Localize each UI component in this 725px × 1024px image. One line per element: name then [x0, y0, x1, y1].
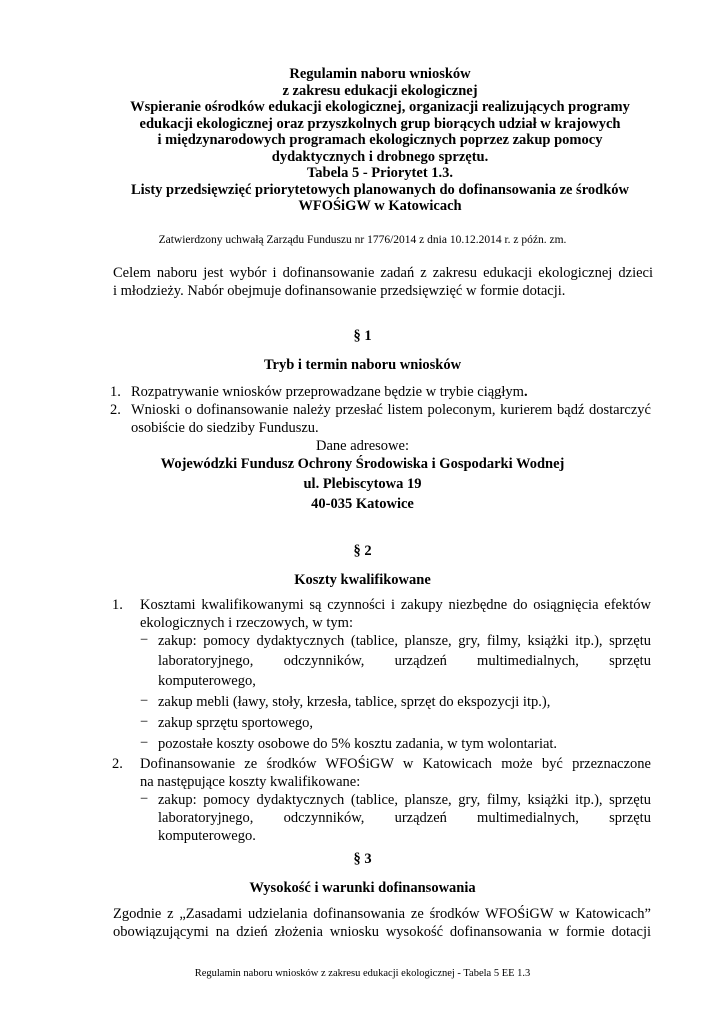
bullet-1-line-1: zakup: pomocy dydaktycznych (tablice, plansze, gry, filmy, książki itp.), sprzętu [158, 633, 651, 649]
dash-bullet: − [140, 632, 149, 648]
intro-line-2: i młodzieży. Nabór obejmuje dofinansowanie przedsięwzięć w formie dotacji. [113, 283, 566, 299]
item-text: Rozpatrywanie wniosków przeprowadzane będzie w trybie ciągłym [131, 384, 524, 400]
section-3-mark: § 3 [353, 851, 372, 867]
bullet-2: zakup mebli (ławy, stoły, krzesła, tablice, sprzęt do ekspozycji itp.), [158, 694, 551, 710]
section-3-title: Wysokość i warunki dofinansowania [249, 880, 476, 896]
word: sprzętu [609, 653, 651, 669]
section-1-item-2-line-1: Wnioski o dofinansowanie należy przesłać listem poleconym, kurierem bądź dostarczyć [131, 402, 651, 418]
header-line: Regulamin naboru wniosków [289, 66, 471, 82]
address-name: Wojewódzki Fundusz Ochrony Środowiska i Gospodarki Wodnej [160, 456, 565, 472]
approval-note: Zatwierdzony uchwałą Zarządu Funduszu nr 1776/2014 z dnia 10.12.2014 r. z późn. zm. [158, 234, 567, 246]
section-2-title: Koszty kwalifikowane [294, 572, 431, 588]
document-header [100, 66, 660, 215]
dash-bullet: − [140, 693, 149, 709]
page-footer: Regulamin naboru wniosków z zakresu edukacji ekologicznej - Tabela 5 EE 1.3 [194, 968, 531, 979]
bullet-1-line-2 [158, 652, 651, 670]
header-line: dydaktycznych i drobnego sprzętu. [271, 148, 489, 165]
header-line: Tabela 5 - Priorytet 1.3. [306, 165, 454, 181]
section-2-mark: § 2 [353, 543, 372, 559]
word: odczynników, [283, 810, 365, 826]
word: sprzętu [609, 810, 651, 826]
header-line: WFOŚiGW w Katowicach [298, 198, 462, 214]
list-number: 1. [112, 597, 123, 613]
header-line: z zakresu edukacji ekologicznej [282, 82, 478, 99]
bullet-1-line-3: komputerowego, [158, 673, 256, 689]
bullet-5-line-3: komputerowego. [158, 828, 256, 844]
header-line: edukacji ekologicznej oraz przyszkolnych grup biorących udział w krajowych [139, 115, 621, 132]
header-line: Wspieranie ośrodków edukacji ekologicznej, organizacji realizujących programy [130, 99, 630, 115]
bullet-4: pozostałe koszty osobowe do 5% kosztu zadania, w tym wolontariat. [158, 736, 558, 752]
section-3-line-1: Zgodnie z „Zasadami udzielania dofinansowania ze środków WFOŚiGW w Katowicach” [113, 906, 651, 922]
word: laboratoryjnego, [158, 810, 254, 826]
section-1-mark: § 1 [353, 328, 372, 344]
section-1-item-1 [131, 383, 528, 401]
item-end: . [523, 384, 528, 400]
section-1-item-2-line-2: osobiście do siedziby Funduszu. [131, 420, 319, 436]
address-label: Dane adresowe: [316, 438, 409, 454]
bullet-5-line-1: zakup: pomocy dydaktycznych (tablice, plansze, gry, filmy, książki itp.), sprzętu [158, 792, 651, 808]
header-line: i międzynarodowych programach ekologicznych poprzez zakup pomocy [157, 132, 603, 148]
section-2-item-1-line-2: ekologicznych i rzeczowych, w tym: [140, 615, 353, 631]
word: laboratoryjnego, [158, 653, 254, 669]
address-city: 40-035 Katowice [311, 496, 414, 512]
word: odczynników, [283, 653, 365, 669]
word: multimedialnych, [477, 653, 579, 669]
list-number: 2. [112, 756, 123, 772]
header-line: Listy przedsięwzięć priorytetowych planowanych do dofinansowania ze środków [131, 181, 629, 198]
dash-bullet: − [140, 735, 149, 751]
word: urządzeń [394, 653, 447, 669]
word: urządzeń [394, 810, 447, 826]
section-2-item-2-line-1: Dofinansowanie ze środków WFOŚiGW w Katowicach może być przeznaczone [140, 756, 651, 772]
dash-bullet: − [140, 714, 149, 730]
bullet-5-line-2 [158, 809, 651, 827]
intro-line-1: Celem naboru jest wybór i dofinansowanie zadań z zakresu edukacji ekologicznej dzieci [113, 265, 653, 281]
section-1-title: Tryb i termin naboru wniosków [263, 357, 462, 373]
address-street: ul. Plebiscytowa 19 [303, 476, 422, 492]
section-2-item-2-line-2: na następujące koszty kwalifikowane: [140, 774, 361, 790]
dash-bullet: − [140, 791, 149, 807]
word: multimedialnych, [477, 810, 579, 826]
section-3-line-2: obowiązującymi na dzień złożenia wniosku wysokość dofinansowania w formie dotacji [113, 924, 651, 940]
list-number: 2. [110, 402, 121, 418]
list-number: 1. [110, 384, 121, 400]
bullet-3: zakup sprzętu sportowego, [158, 715, 314, 731]
section-2-item-1-line-1: Kosztami kwalifikowanymi są czynności i zakupy niezbędne do osiągnięcia efektów [140, 597, 651, 613]
